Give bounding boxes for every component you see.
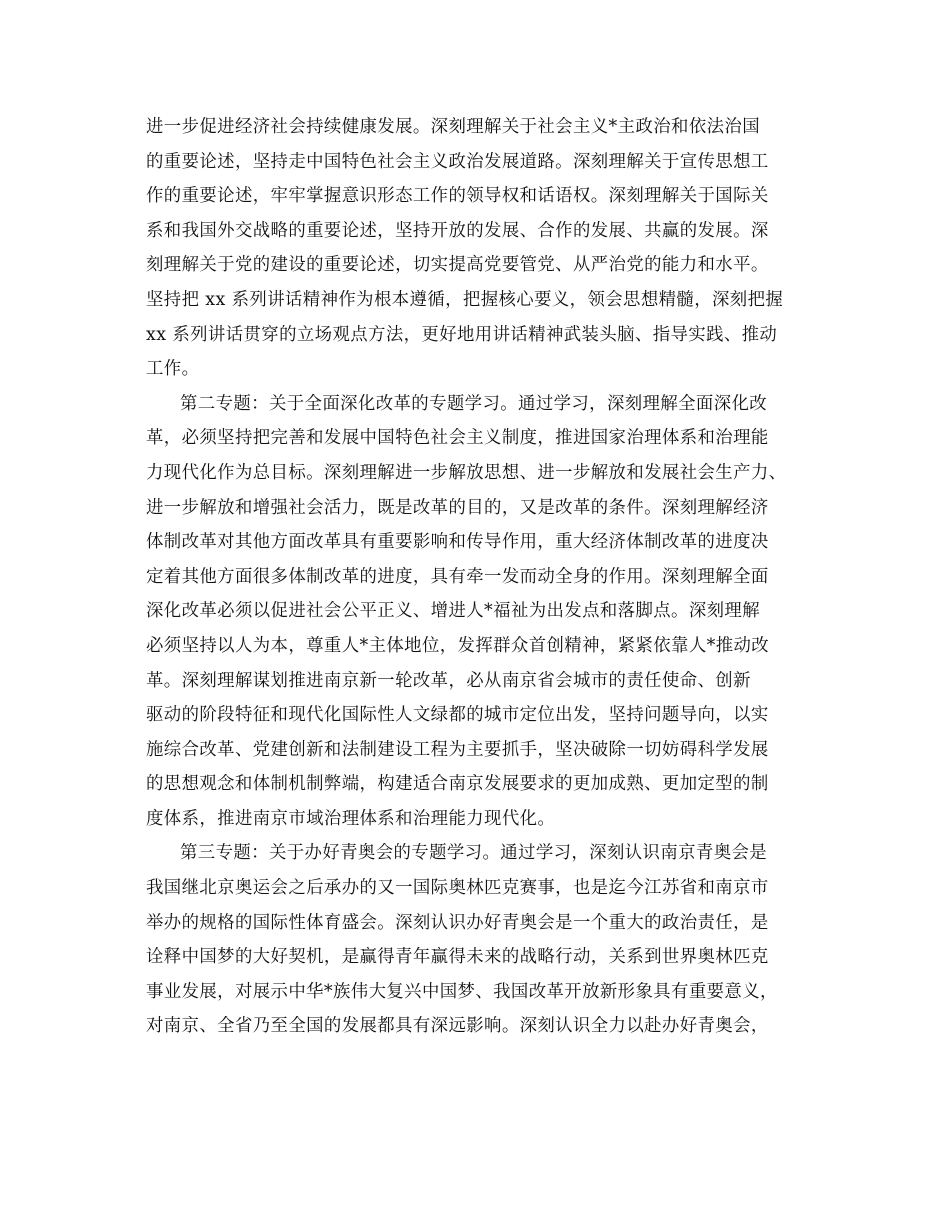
text-line: xx 系列讲话贯穿的立场观点方法，更好地用讲话精神武装头脑、指导实践、推动 [146,324,778,345]
text-line: 诠释中国梦的大好契机，是赢得青年赢得未来的战略行动，关系到世界奥林匹克 [146,947,769,968]
text-line: 进一步促进经济社会持续健康发展。深刻理解关于社会主义*主政治和依法治国 [146,117,760,137]
body-text [146,110,811,1044]
text-line: 举办的规格的国际性体育盛会。深刻认识办好青奥会是一个重大的政治责任，是 [146,912,769,933]
text-line: 刻理解关于党的建设的重要论述，切实提高党要管党、从严治党的能力和水平。 [146,255,769,276]
text-line: 深化改革必须以促进社会公平正义、增进人*福祉为出发点和落脚点。深刻理解 [146,601,760,622]
text-line: 施综合改革、党建创新和法制建设工程为主要抓手，坚决破除一切妨碍科学发展 [146,739,769,760]
text-line: 我国继北京奥运会之后承办的又一国际奥林匹克赛事，也是迄今江苏省和南京市 [146,878,769,899]
text-line: 必须坚持以人为本，尊重人*主体地位，发挥群众首创精神，紧紧依靠人*推动改 [146,635,770,656]
text-line: 事业发展，对展示中华*族伟大复兴中国梦、我国改革开放新形象具有重要意义， [146,981,778,1002]
text-line: 定着其他方面很多体制改革的进度，具有牵一发而动全身的作用。深刻理解全面 [146,566,769,587]
text-line: 体制改革对其他方面改革具有重要影响和传导作用，重大经济体制改革的进度决 [146,532,769,553]
text-line: 驱动的阶段特征和现代化国际性人文绿都的城市定位出发，坚持问题导向，以实 [146,705,769,726]
text-line: 系和我国外交战略的重要论述，坚持开放的发展、合作的发展、共赢的发展。深 [146,220,769,241]
text-line: 的思想观念和体制机制弊端，构建适合南京发展要求的更加成熟、更加定型的制 [146,774,769,795]
text-line: 革。深刻理解谋划推进南京新一轮改革，必从南京省会城市的责任使命、创新 [146,670,751,691]
text-line: 革，必须坚持把完善和发展中国特色社会主义制度，推进国家治理体系和治理能 [146,428,769,449]
text-line: 工作。 [146,359,200,380]
text-line: 力现代化作为总目标。深刻理解进一步解放思想、进一步解放和发展社会生产力、 [146,462,787,483]
text-line: 对南京、全省乃至全国的发展都具有深远影响。深刻认识全力以赴办好青奥会， [146,1016,769,1037]
text-line: 进一步解放和增强社会活力，既是改革的目的，又是改革的条件。深刻理解经济 [146,497,769,518]
text-line: 坚持把 xx 系列讲话精神作为根本遵循，把握核心要义，领会思想精髓，深刻把握 [146,289,784,310]
text-line: 作的重要论述，牢牢掌握意识形态工作的领导权和话语权。深刻理解关于国际关 [146,186,769,207]
text-line: 度体系，推进南京市域治理体系和治理能力现代化。 [146,808,556,829]
paragraph-start-line: 第三专题：关于办好青奥会的专题学习。通过学习，深刻认识南京青奥会是 [180,843,768,864]
paragraph-start-line: 第二专题：关于全面深化改革的专题学习。通过学习，深刻理解全面深化改 [180,393,768,414]
text-line: 的重要论述，坚持走中国特色社会主义政治发展道路。深刻理解关于宣传思想工 [146,151,769,172]
